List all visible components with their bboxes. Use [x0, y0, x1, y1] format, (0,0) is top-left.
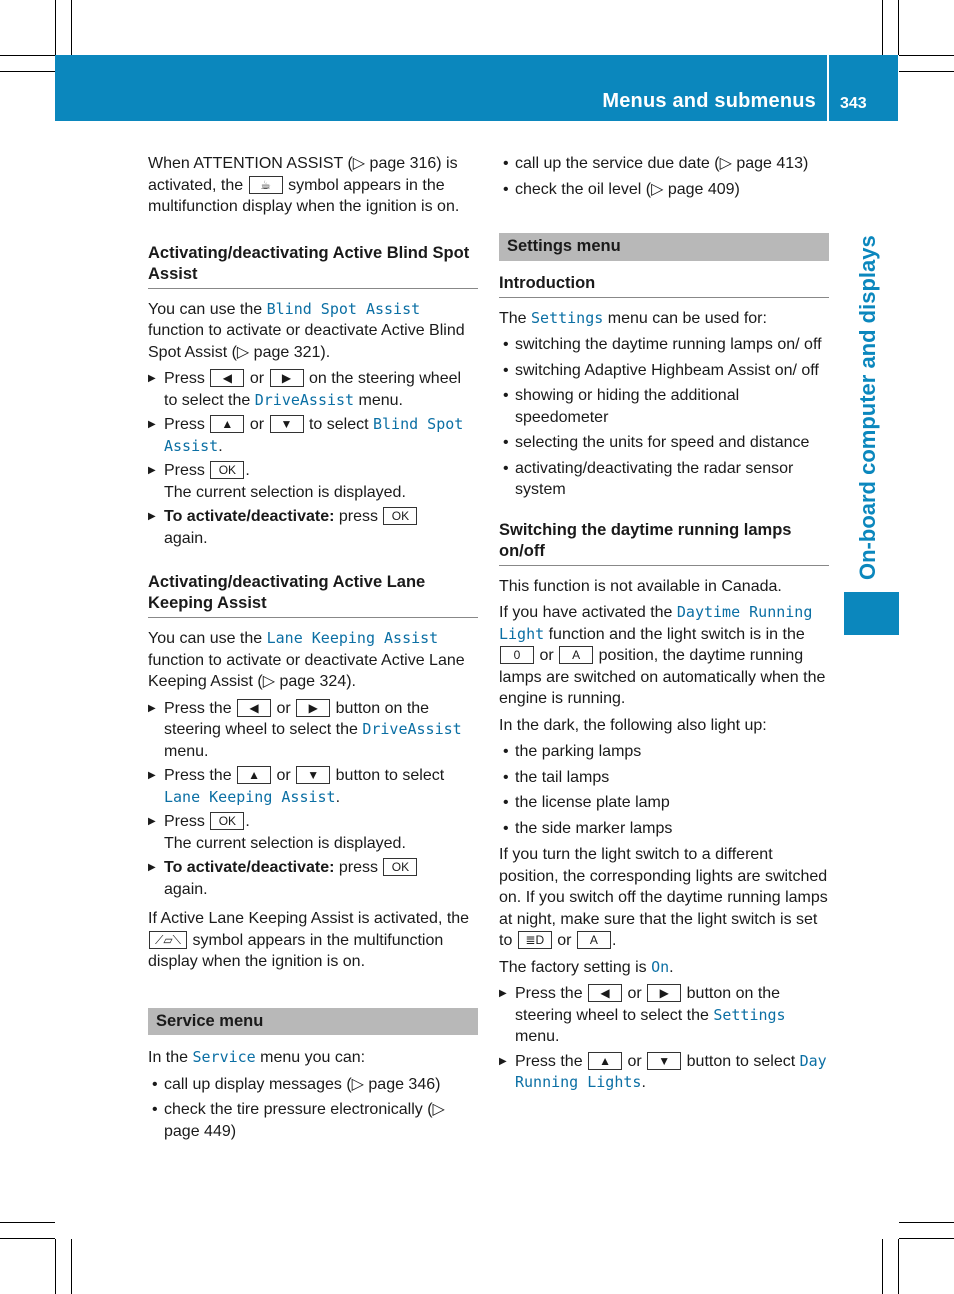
ok-key-icon: OK — [383, 858, 417, 876]
header-divider — [827, 55, 829, 121]
page-number: 343 — [840, 95, 867, 112]
menu-term: DriveAssist — [362, 720, 462, 738]
service-list — [148, 1074, 478, 1143]
lane-keeping-icon: ⟋▱⟍ — [149, 931, 187, 949]
menu-term: Lane Keeping Assist — [266, 629, 439, 647]
crop-mark — [71, 0, 72, 55]
settings-list — [499, 334, 829, 501]
coffee-cup-icon: ☕ — [249, 176, 283, 194]
instruction-step: ▶ Press OK . The current selection is displayed. — [148, 460, 478, 503]
daytime-lamps-heading: Switching the daytime running lamps on/off — [499, 520, 829, 566]
down-arrow-key-icon: ▼ — [647, 1052, 681, 1070]
ok-key-icon: OK — [383, 507, 417, 525]
instruction-step: ▶ Press the ◀ or ▶ button on the steering wheel to select the DriveAssist menu. — [148, 698, 478, 763]
settings-intro: The Settings menu can be used for: — [499, 308, 767, 327]
left-arrow-key-icon: ◀ — [237, 699, 271, 717]
right-column — [499, 153, 829, 1097]
menu-term: Settings — [713, 1005, 786, 1024]
light-switch-auto-icon: A — [577, 931, 611, 949]
service-list-continued — [499, 153, 829, 200]
light-switch-auto-icon: A — [559, 646, 593, 664]
list-item: • call up display messages (▷ page 346) — [148, 1074, 478, 1096]
crop-mark — [0, 1238, 55, 1239]
list-item: • the parking lamps — [499, 741, 829, 763]
blind-spot-intro: You can use the Blind Spot Assist function to activate or deactivate Active Blind Spot Assist (▷ page 321). — [148, 299, 465, 361]
list-item: • the tail lamps — [499, 767, 829, 789]
service-intro: In the Service menu you can: — [148, 1048, 366, 1066]
crop-mark — [882, 1239, 883, 1294]
ok-key-icon: OK — [210, 461, 244, 479]
instruction-step: ▶ Press ◀ or ▶ on the steering wheel to select the DriveAssist menu. — [148, 368, 478, 411]
lane-keeping-symbol-note: If Active Lane Keeping Assist is activated, the ⟋▱⟍ symbol appears in the multifunction display when the ignition is on. — [148, 910, 470, 970]
attention-assist-paragraph: When ATTENTION ASSIST (▷ page 316) is activated, the ☕ symbol appears in the multifunction display when the ignition is on. — [148, 155, 460, 215]
crop-mark — [882, 0, 883, 55]
list-item: • check the oil level (▷ page 409) — [499, 179, 829, 201]
menu-term: Service — [192, 1048, 256, 1066]
right-arrow-key-icon: ▶ — [647, 984, 681, 1002]
crop-mark — [0, 71, 55, 72]
crop-mark — [898, 0, 899, 55]
up-arrow-key-icon: ▲ — [588, 1052, 622, 1070]
crop-mark — [899, 71, 954, 72]
crop-mark — [71, 1239, 72, 1294]
crop-mark — [55, 1239, 56, 1294]
service-menu-heading: Service menu — [148, 1008, 478, 1036]
list-item: • the side marker lamps — [499, 818, 829, 840]
paragraph: If you turn the light switch to a different position, the corresponding lights are switched on. If you switch off the daytime running lamps at night, make sure that the light switch is set to ≣D or A . — [499, 846, 828, 949]
crop-mark — [55, 0, 56, 55]
instruction-step: ▶ Press OK . The current selection is displayed. — [148, 811, 478, 854]
menu-term: Blind Spot Assist — [164, 415, 464, 455]
menu-term: Settings — [531, 308, 604, 327]
chapter-tab-marker — [844, 592, 899, 635]
left-arrow-key-icon: ◀ — [210, 369, 244, 387]
lane-keeping-heading: Activating/deactivating Active Lane Keeping Assist — [148, 572, 478, 618]
paragraph: This function is not available in Canada. — [499, 577, 782, 595]
ok-key-icon: OK — [210, 812, 244, 830]
crop-mark — [899, 55, 954, 56]
left-column — [148, 153, 478, 1147]
right-arrow-key-icon: ▶ — [270, 369, 304, 387]
paragraph: In the dark, the following also light up: — [499, 716, 767, 734]
introduction-heading: Introduction — [499, 273, 829, 298]
crop-mark — [898, 1239, 899, 1294]
menu-term: Daytime Running Light — [499, 603, 813, 643]
right-arrow-key-icon: ▶ — [296, 699, 330, 717]
down-arrow-key-icon: ▼ — [270, 415, 304, 433]
instruction-step: ▶ Press the ◀ or ▶ button on the steering wheel to select the Settings menu. — [499, 983, 829, 1048]
left-arrow-key-icon: ◀ — [588, 984, 622, 1002]
menu-term: Day Running Lights — [515, 1051, 827, 1091]
blind-spot-heading: Activating/deactivating Active Blind Spot Assist — [148, 243, 478, 289]
instruction-step: ▶ Press ▲ or ▼ to select Blind Spot Assist. — [148, 414, 478, 457]
settings-menu-heading: Settings menu — [499, 233, 829, 261]
instruction-step: ▶ Press the ▲ or ▼ button to select Lane Keeping Assist. — [148, 765, 478, 808]
light-switch-zero-icon: 0 — [500, 646, 534, 664]
crop-mark — [899, 1238, 954, 1239]
list-item: • check the tire pressure electronically (▷ page 449) — [148, 1099, 478, 1142]
menu-term: DriveAssist — [254, 390, 355, 409]
list-item: • switching Adaptive Highbeam Assist on/ off — [499, 360, 829, 382]
instruction-step: ▶ To activate/deactivate: press OK again. — [148, 506, 478, 549]
paragraph: The factory setting is On. — [499, 957, 674, 976]
crop-mark — [0, 1222, 55, 1223]
instruction-step: ▶ Press the ▲ or ▼ button to select Day Running Lights. — [499, 1051, 829, 1094]
list-item: • the license plate lamp — [499, 792, 829, 814]
list-item: • activating/deactivating the radar sensor system — [499, 458, 829, 501]
menu-term: On — [651, 957, 670, 976]
crop-mark — [899, 1222, 954, 1223]
list-item: • selecting the units for speed and distance — [499, 432, 829, 454]
menu-term: Lane Keeping Assist — [164, 787, 336, 806]
instruction-step: ▶ To activate/deactivate: press OK again. — [148, 857, 478, 900]
menu-term: Blind Spot Assist — [266, 299, 421, 318]
lane-keeping-intro: You can use the Lane Keeping Assist function to activate or deactivate Active Lane Keeping Assist (▷ page 324). — [148, 629, 465, 690]
list-item: • call up the service due date (▷ page 413) — [499, 153, 829, 175]
list-item: • showing or hiding the additional speedometer — [499, 385, 829, 428]
crop-mark — [0, 55, 55, 56]
paragraph: If you have activated the Daytime Running Light function and the light switch is in the 0 or A position, the daytime running lamps are switched on automatically when the engine is running. — [499, 603, 826, 707]
lamps-list — [499, 741, 829, 839]
chapter-tab-label: On-board computer and displays — [855, 235, 880, 580]
up-arrow-key-icon: ▲ — [237, 766, 271, 784]
section-title: Menus and submenus — [602, 90, 816, 112]
up-arrow-key-icon: ▲ — [210, 415, 244, 433]
list-item: • switching the daytime running lamps on/ off — [499, 334, 829, 356]
down-arrow-key-icon: ▼ — [296, 766, 330, 784]
low-beam-icon: ≣D — [518, 931, 552, 949]
